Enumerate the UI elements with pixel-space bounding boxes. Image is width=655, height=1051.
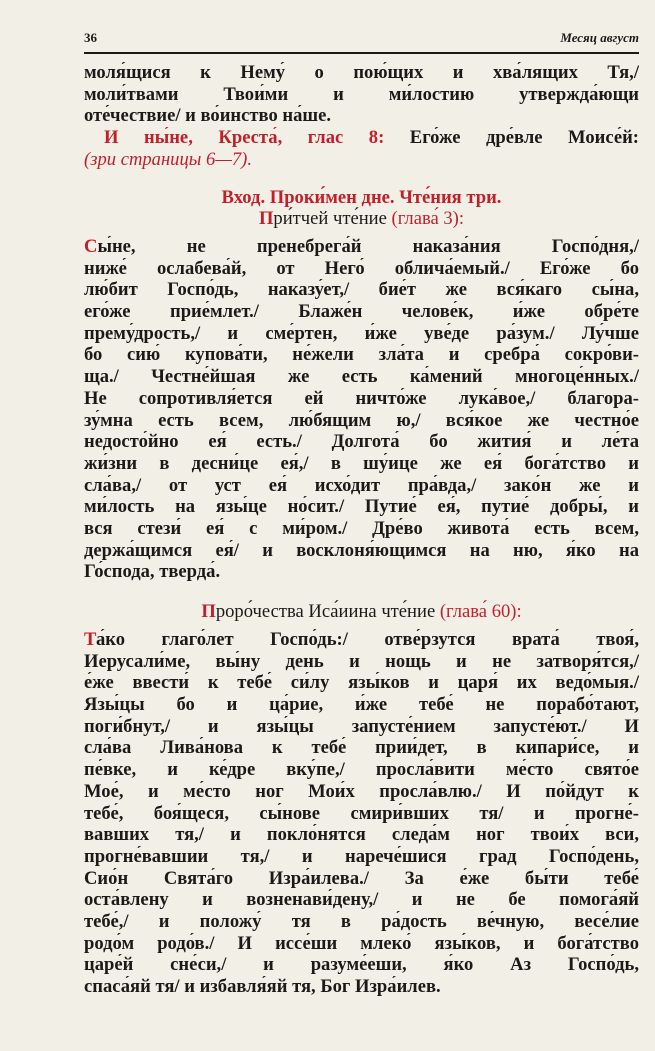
text-line: зу́мна есть всем, лю́бящим ю,/ вся́кое же честно́е bbox=[84, 409, 639, 431]
text-line: Мое́, и ме́сто ног Мои́х просла́влю./ И по́йдут к bbox=[84, 780, 639, 802]
text-line: царе́й сне́си,/ и разуме́еши, я́ко Аз Госпо́дь, bbox=[84, 954, 639, 976]
text-line: моли́твами Твои́ми и ми́лостию утвержда́ющи bbox=[84, 83, 639, 105]
text-line: Та́ко глаго́лет Госпо́дь:/ отве́рзутся врата́ твоя́, bbox=[84, 628, 639, 650]
text-line: сла́ва,/ от уст ея́ исхо́дит пра́вда,/ зако́н же и bbox=[84, 474, 639, 496]
text-line: сла́ва Лива́нова к тебе́ прии́дет, в кипари́се, и bbox=[84, 737, 639, 759]
running-title: Месяц август bbox=[560, 30, 639, 45]
text-line: его́же прие́млет./ Блаже́н челове́к, и́же обре́те bbox=[84, 301, 639, 323]
reading2-title-initial: П bbox=[201, 601, 216, 623]
text-line: ми́лость на язы́це но́сит./ Путие́ ея́, путие́ добры́, и bbox=[84, 496, 639, 518]
header-rule bbox=[84, 52, 639, 54]
page-header bbox=[84, 26, 639, 48]
text-line: ща./ Честне́йшая же есть ка́мений многоце́нных./ bbox=[84, 366, 639, 388]
reading1-title-initial: П bbox=[258, 208, 274, 230]
text-line: пе́вке, и ке́дре вку́пе,/ просла́вити ме́сто свято́е bbox=[84, 759, 639, 781]
rubric-glory: И ны́не, Креста́, глас 8: bbox=[104, 127, 385, 149]
reading2-chapter: (глава́ 60): bbox=[435, 601, 522, 623]
text-line: Язы́цы бо и ца́рие, и́же тебе́ не порабо́тают, bbox=[84, 693, 639, 715]
text-line: бо сию́ купова́ти, не́жели зла́та и сребра́ сокро́ви- bbox=[84, 344, 639, 366]
reading1-chapter: (глава́ 3): bbox=[386, 208, 465, 230]
entrance-heading: Вход. Проки́мен дне. Чте́ния три. bbox=[221, 186, 502, 208]
text-line: недосто́йно ея́ есть./ Долгота́ бо жития́ и ле́та bbox=[84, 431, 639, 453]
reading2-title-text: роро́чества Иса́иина чте́ние bbox=[215, 601, 436, 623]
drop-initial: Т bbox=[84, 628, 96, 650]
text-line: Иерусали́ме, вы́ну день и нощь и не затворя́тся,/ bbox=[84, 650, 639, 672]
text-line: лю́бит Госпо́дь, наказу́ет,/ бие́т же вся́каго сы́на, bbox=[84, 279, 639, 301]
text-line: прему́дрость,/ и сме́ртен, и́же уве́де ра́зум./ Лу́чше bbox=[84, 322, 639, 344]
page-number: 36 bbox=[84, 30, 97, 45]
text-line: прогне́вавшии тя,/ и нарече́шися град Госпо́день, bbox=[84, 845, 639, 867]
drop-initial: С bbox=[84, 235, 98, 257]
reading2-title bbox=[84, 601, 639, 623]
page-body bbox=[84, 62, 639, 998]
text-line: тебе́,/ и положу́ тя в ра́дость ве́чную, весе́лие bbox=[84, 911, 639, 933]
text-line: Сио́н Свята́го Изра́илева./ За е́же бы́ти тебе́ bbox=[84, 867, 639, 889]
text-line: вавших тя,/ и покло́нятся следа́м ног твои́х вси, bbox=[84, 824, 639, 846]
see-pages-note: (зри страницы 6—7). bbox=[84, 148, 252, 170]
glory-line bbox=[84, 127, 639, 149]
text-line: моля́щися к Нему́ о пою́щих и хва́лящих Тя,/ bbox=[84, 62, 639, 83]
text-line: оте́чествие/ и во́инство на́ше. bbox=[84, 105, 332, 127]
text-line: тебе́, боя́щеся, сы́нове смири́вших тя/ и прогне́- bbox=[84, 802, 639, 824]
text-line: Не сопротивля́ется ей ничто́же лука́вое,/ благора- bbox=[84, 387, 639, 409]
text-line: спаса́яй тя/ и избавля́яй тя, Бог Изра́илев. bbox=[84, 976, 441, 998]
text-line: е́же ввести́ к тебе́ си́лу язы́ков и царя́ их ведо́мыя./ bbox=[84, 672, 639, 694]
text-line: поги́бнут,/ и язы́цы запусте́нием запусте́ют./ И bbox=[84, 715, 639, 737]
cross-reference bbox=[84, 149, 639, 171]
reading1-title-text: ри́тчей чте́ние bbox=[273, 208, 387, 230]
hymn-incipit: Его́же дре́вле Моисе́й: bbox=[384, 127, 639, 149]
text-line: оста́влену и возненави́дену,/ и не бе помога́яй bbox=[84, 889, 639, 911]
text-line: жи́зни в десни́це ея́,/ в шу́ице же ея́ бога́тство и bbox=[84, 452, 639, 474]
reading1-title bbox=[84, 208, 639, 230]
text-line: ниже́ ослабева́й, от Него́ облича́емый./ Его́же бо bbox=[84, 257, 639, 279]
text-line: родо́м родо́в./ И иссе́ши млеко́ язы́ков, и бога́тство bbox=[84, 932, 639, 954]
text-line: вся стези́ ея́ с ми́ром./ Дре́во живота́ есть всем, bbox=[84, 518, 639, 540]
text-line: держа́щимся ея́/ и восклоня́ющимся на ню, я́ко на bbox=[84, 539, 639, 561]
text-line: Го́спода, тверда́. bbox=[84, 561, 221, 583]
text-line: Сы́не, не пренебрега́й наказа́ния Госпо́дня,/ bbox=[84, 235, 639, 257]
